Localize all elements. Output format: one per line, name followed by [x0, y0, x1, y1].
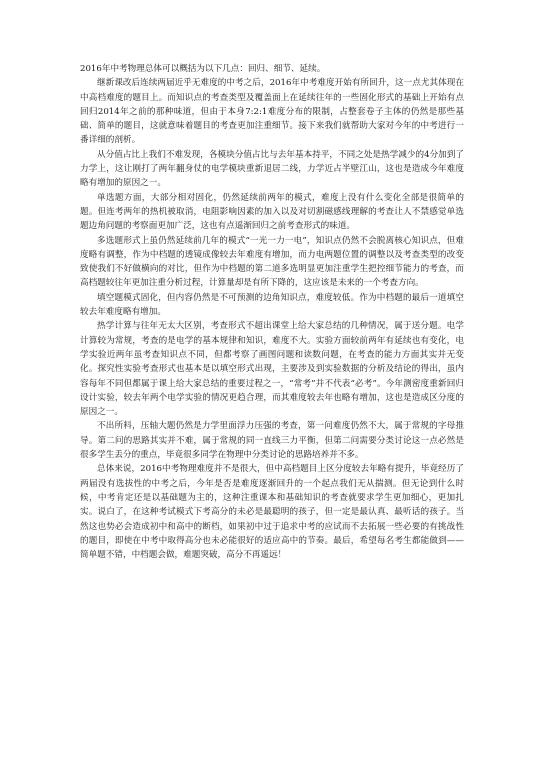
multiple-choice-paragraph: 多选题形式上虽仍然延续前几年的模式“一光一力一电”，知识点仍然不会脱离核心知识点，但难度略有调整，作为中档题的透镜成像较去年难度有增加，而力电两题位置的调整以及考查类型的改变致使我们不好做横向的对比，但作为中档题的第二道多选明显更加注重学生把控细节能力的考查，而高档题较往年更加注重分析过程，计算量却是有所下降的，这应该是未来的一个考查方向。: [80, 235, 464, 289]
score-distribution-paragraph: 从分值占比上我们不难发现，各模块分值占比与去年基本持平，不同之处是热学减少的4分加到了力学上，这让刚打了两年翻身仗的电学模块重新退居二线，力学近占半壁江山，这也是造成今年难度略有增加的原因之一。: [80, 149, 464, 189]
overview-paragraph: 继新课改后连续两届近乎无难度的中考之后，2016年中考难度开始有所回升，这一点尤其体现在中高档难度的题目上。而知识点的考查类型及覆盖面上在延续往年的一些固化形式的基础上开始有点回归2014年之前的那种味道，但由于本身7:2:1难度分布的限制，占整套卷子主体的仍然是那些基础、简单的题目，这就意味着题目的考查更加注重细节。接下来我们就帮助大家对今年的中考进行一番详细的剖析。: [80, 78, 464, 146]
document-body: [80, 62, 464, 562]
calculation-experiment-paragraph: 热学计算与往年无太大区别，考查形式不超出课堂上给大家总结的几种情况，属于送分题。电学计算较为常规，考查的是电学的基本规律和知识，难度不大。实验方面较前两年有延续也有变化，电学实验近两年虽考查知识点不同，但都考察了画图问题和读数问题，在考查的能力方面其实并无变化。探究性实验考查形式也基本是以填空形式出现，主要涉及到实验数据的分析及结论的得出，虽内容每年不同但都属于课上给大家总结的重要过程之一，“常考”并不代表“必考”。今年测密度重新回归设计实验，较去年两个电学实验的情况更趋合理，而其难度较去年也略有增加，这也是造成区分度的原因之一。: [80, 321, 464, 418]
conclusion-paragraph: 总体来说，2016中考物理难度并不是很大，但中高档题目上区分度较去年略有提升，毕竟经历了两届没有选拔性的中考之后，今年是否是难度逐渐回升的一个起点我们无从揣测。但无论到什么时候，中考肯定还是以基础题为主的，这种注重课本和基础知识的考查就要求学生更加细心，更加扎实。说白了，在这种考试模式下考高分的未必是最聪明的孩子，但一定是最认真、最听话的孩子。当然这也势必会造成初中和高中的断档，如果初中过于追求中考的应试而不去拓展一些必要的有挑战性的题目，即使在中考中取得高分也未必能很好的适应高中的节奏。最后，希望每名考生都能做到——简单题不错，中档题会做，难题突破，高分不再遥远！: [80, 464, 464, 561]
fill-in-blank-paragraph: 填空题模式固化，但内容仍然是不可预测的边角知识点，难度较低。作为中档题的最后一道填空较去年难度略有增加。: [80, 292, 464, 318]
single-choice-paragraph: 单选题方面，大部分相对固化，仍然延续前两年的模式，难度上没有什么变化全部是很简单的题。但连考两年的热机被取消，电阻影响因素的加入以及对切割磁感线理解的考查让人不禁感觉单选题边角问题的考察面更加广泛，这也有点遥渐回归之前考查形式的味道。: [80, 192, 464, 232]
final-question-paragraph: 不出所料，压轴大题仍然是力学里面浮力压强的考查，第一问难度仍然不大，属于常规的字母推导。第二问的思路其实并不难，属于常规的同一直线三力平衡，但第二问需要分类讨论这一点必然是很多学生丢分的重点，毕竟很多同学在物理中分类讨论的思路培养并不多。: [80, 421, 464, 461]
summary-paragraph: 2016年中考物理总体可以概括为以下几点：回归、细节、延续。: [80, 64, 326, 74]
